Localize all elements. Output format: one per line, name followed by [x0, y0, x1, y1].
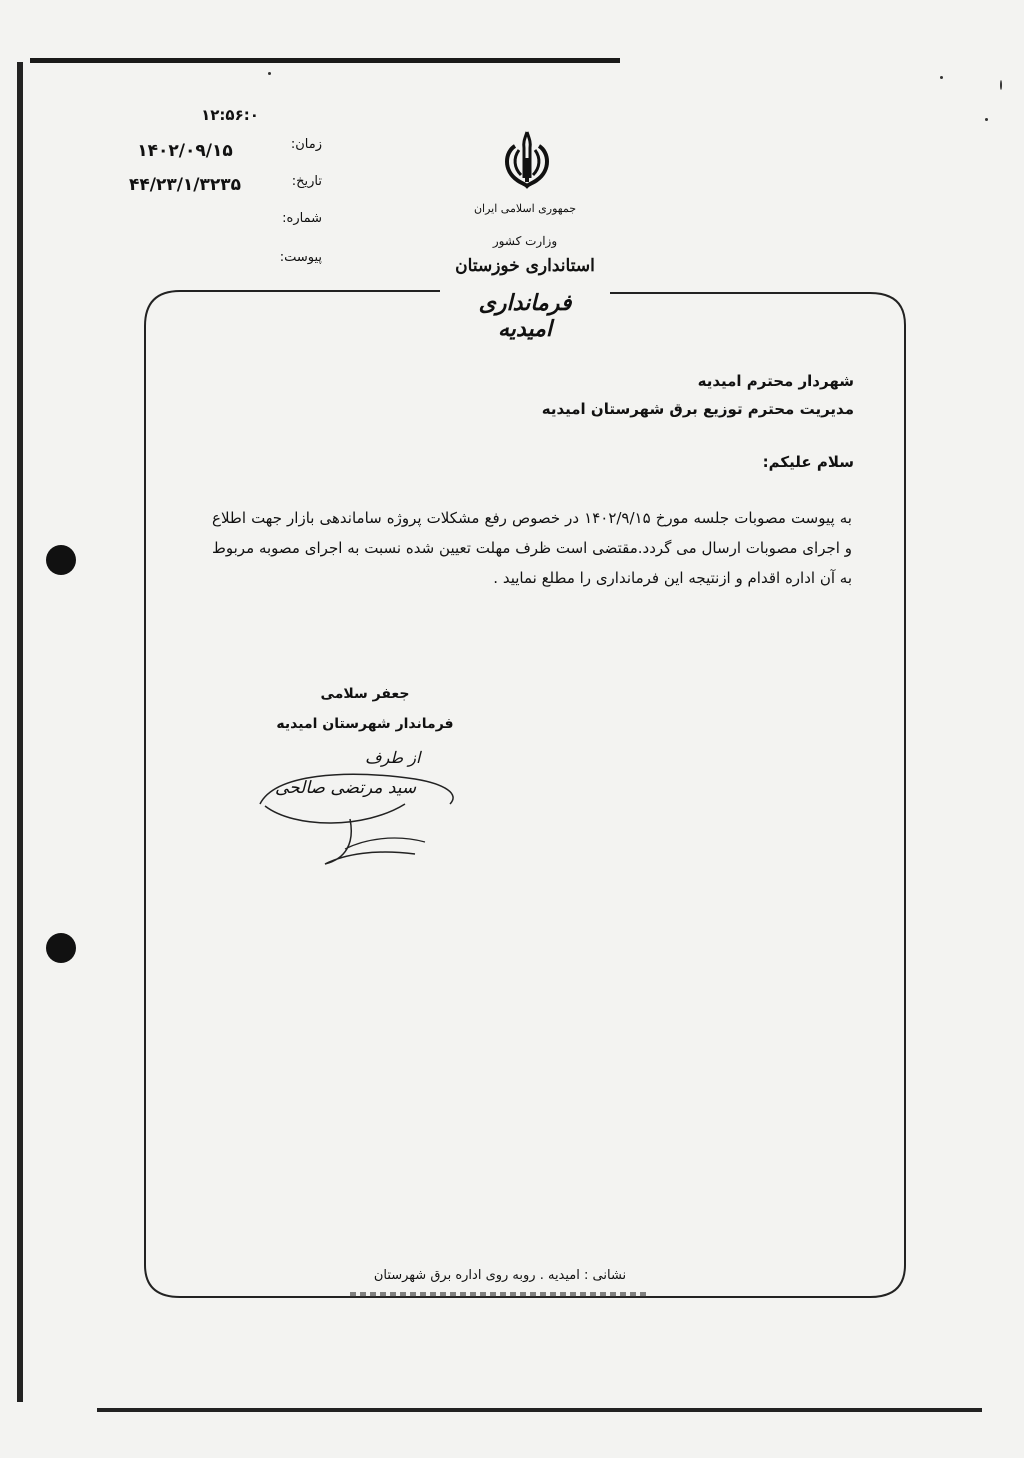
- header-governorate: فرمانداری امیدیه: [478, 290, 572, 342]
- scan-edge-bottom: [97, 1408, 982, 1412]
- signatory-name: جعفر سلامی: [320, 686, 410, 702]
- scan-edge-left: [17, 62, 23, 1402]
- header-republic: جمهوری اسلامی ایران: [473, 202, 577, 215]
- letter-frame: [130, 285, 920, 1300]
- punch-hole-bottom: [46, 933, 76, 963]
- time-label: زمان:: [290, 137, 322, 152]
- attachment-label: پیوست:: [279, 250, 322, 265]
- emblem-icon: [497, 128, 557, 190]
- scan-speck: [985, 118, 988, 121]
- scan-edge-top: [30, 58, 620, 63]
- scan-speck: [940, 76, 943, 79]
- recipient-electricity: مدیریت محترم توزیع برق شهرستان امیدیه: [541, 400, 854, 418]
- signatory-title: فرماندار شهرستان امیدیه: [276, 716, 454, 732]
- header-ministry: وزارت کشور: [492, 234, 558, 248]
- recipient-mayor: شهردار محترم امیدیه: [697, 372, 854, 390]
- signature-block: [255, 686, 475, 896]
- on-behalf: از طرف: [365, 748, 421, 767]
- signer-handwritten: سید مرتضی صالحی: [275, 778, 417, 798]
- footer-address: نشانی : امیدیه . روبه روی اداره برق شهرستان: [373, 1268, 627, 1283]
- number-value: ۴۴/۲۳/۱/۳۲۳۵: [128, 175, 241, 195]
- signature-scribble: [255, 734, 475, 884]
- date-value: ۱۴۰۲/۰۹/۱۵: [137, 141, 233, 161]
- header-province: استانداری خوزستان: [455, 256, 595, 276]
- time-value: ۱۲:۵۶:۰: [201, 106, 259, 124]
- date-label: تاریخ:: [291, 174, 322, 189]
- letter-body: به پیوست مصوبات جلسه مورخ ۱۴۰۲/۹/۱۵ در خصوص رفع مشکلات پروژه ساماندهی بازار جهت اطلاع و اجرای مصوبات ارسال می گردد.مقتضی است ظرف مهلت تعیین شده نسبت به اجرای مصوبه مربوط به آن اداره اقدام و ازنتیجه این فرمانداری را مطلع نمایید .: [212, 509, 852, 587]
- greeting: سلام علیکم:: [762, 453, 854, 471]
- punch-hole-top: [46, 545, 76, 575]
- number-label: شماره:: [282, 211, 322, 226]
- scan-speck: [1000, 80, 1002, 90]
- footer-phone-cutoff: [350, 1292, 650, 1297]
- scan-speck: [268, 72, 271, 75]
